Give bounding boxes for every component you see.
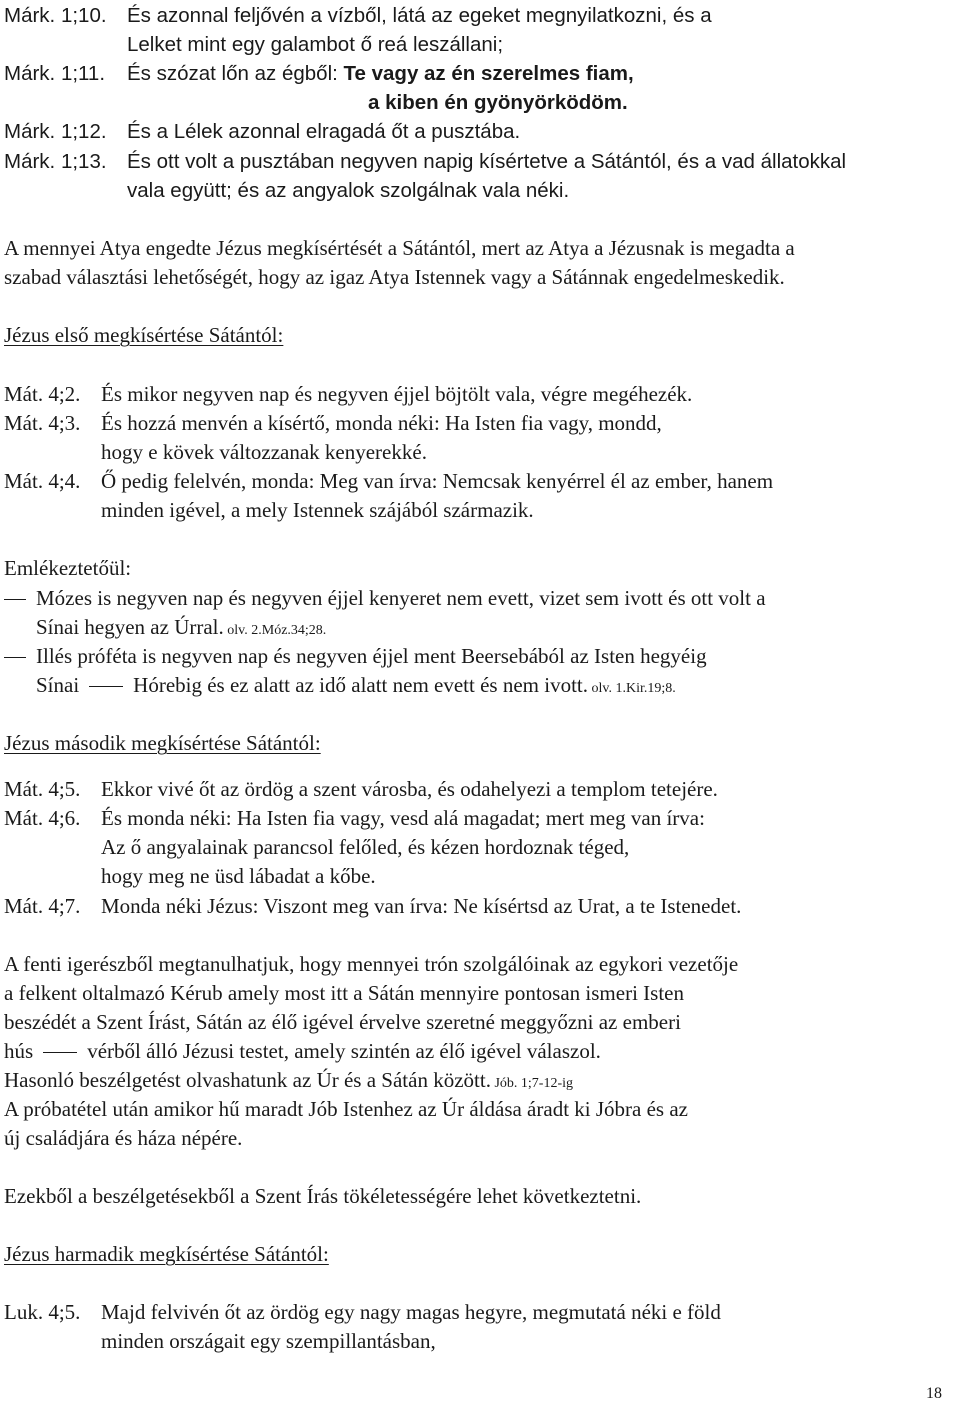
reminder-text: Sínai: [36, 673, 80, 697]
verse-text: [127, 64, 634, 85]
paragraph-text: vérből álló Jézusi testet, amely szintén az élő igével válaszol.: [87, 1039, 601, 1063]
verse-ref: Márk. 1;10.: [4, 4, 107, 27]
verse-text: És ott volt a pusztában negyven napig kísértetve a Sátántól, és a vad állatokkal: [127, 150, 847, 173]
section-heading: Jézus első megkísértése Sátántól:: [4, 323, 284, 347]
verse-text-bold: Te vagy az én szerelmes fiam,: [343, 62, 634, 85]
conclusion-line: Ezekből a beszélgetésekből a Szent Írás tökéletességére lehet következtetni.: [4, 1184, 642, 1208]
reminder-text: Sínai hegyen az Úrral.: [36, 615, 224, 639]
verse-ref: Luk. 4;5.: [4, 1300, 81, 1324]
verse-ref: Mát. 4;2.: [4, 382, 81, 406]
verse-ref: Mát. 4;5.: [4, 777, 81, 801]
verse-text: Az ő angyalainak parancsol felőled, és kézen hordoznak téged,: [101, 835, 630, 859]
reminder-label: Emlékeztetőül:: [4, 556, 132, 580]
verse-ref: Mát. 4;7.: [4, 894, 81, 918]
intro-line: szabad választási lehetőségét, hogy az igaz Atya Istennek vagy a Sátánnak engedelmeskedik.: [4, 265, 785, 289]
verse-ref: Márk. 1;12.: [4, 120, 107, 143]
verse-text: Lelket mint egy galambot ő reá leszállani;: [127, 33, 504, 56]
reminder-line: [36, 617, 326, 638]
verse-text: Monda néki Jézus: Viszont meg van írva: Ne kísértsd az Urat, a te Istenedet.: [101, 894, 742, 918]
paragraph-line: A fenti igerészből megtanulhatjuk, hogy mennyei trón szolgálóinak az egykori vezetője: [4, 952, 739, 976]
verse-text: minden országait egy szempillantásban,: [101, 1329, 436, 1353]
paragraph-line: [4, 1041, 601, 1062]
verse-text-bold: a kiben én gyönyörködöm.: [368, 91, 628, 114]
reminder-line: [4, 646, 707, 667]
reminder-line: [4, 588, 766, 609]
em-dash: [43, 1052, 77, 1053]
reminder-text: Mózes is negyven nap és negyven éjjel kenyeret nem evett, vizet sem ivott és ott volt a: [36, 586, 766, 610]
verse-ref: Mát. 4;6.: [4, 806, 81, 830]
em-dash: [4, 599, 26, 600]
paragraph-line: a felkent oltalmazó Kérub amely most itt a Sátán mennyire pontosan ismeri Isten: [4, 981, 684, 1005]
verse-text: És monda néki: Ha Isten fia vagy, vesd alá magadat; mert meg van írva:: [101, 806, 705, 830]
paragraph-line: beszédét a Szent Írást, Sátán az élő igével érvelve szeretné meggyőzni az emberi: [4, 1010, 681, 1034]
verse-ref: Mát. 4;3.: [4, 411, 81, 435]
reminder-text: Illés próféta is negyven nap és negyven éjjel ment Beersebából az Isten hegyéig: [36, 644, 707, 668]
em-dash: [89, 686, 123, 687]
verse-text: Majd felvivén őt az ördög egy nagy magas hegyre, megmutatá néki e föld: [101, 1300, 721, 1324]
section-heading: Jézus harmadik megkísértése Sátántól:: [4, 1242, 329, 1266]
verse-text: minden igével, a mely Istennek szájából származik.: [101, 498, 534, 522]
paragraph-line: A próbatétel után amikor hű maradt Jób Istenhez az Úr áldása áradt ki Jóbra és az: [4, 1097, 688, 1121]
reminder-ref: olv. 1.Kir.19;8.: [588, 681, 676, 696]
verse-text: És azonnal feljővén a vízből, látá az egeket megnyilatkozni, és a: [127, 4, 712, 27]
paragraph-line: új családjára és háza népére.: [4, 1126, 243, 1150]
reminder-ref: olv. 2.Móz.34;28.: [223, 623, 327, 638]
verse-text-part: És szózat lőn az égből:: [127, 62, 344, 85]
verse-text: Ő pedig felelvén, monda: Meg van írva: Nemcsak kenyérrel él az ember, hanem: [101, 469, 774, 493]
verse-text: hogy meg ne üsd lábadat a kőbe.: [101, 864, 376, 888]
section-heading: Jézus második megkísértése Sátántól:: [4, 731, 321, 755]
verse-text: És a Lélek azonnal elragadá őt a pusztába.: [127, 120, 521, 143]
paragraph-line: [4, 1070, 573, 1091]
verse-text: Ekkor vivé őt az ördög a szent városba, és odahelyezi a templom tetejére.: [101, 777, 718, 801]
verse-text: És mikor negyven nap és negyven éjjel böjtölt vala, végre megéhezék.: [101, 382, 693, 406]
paragraph-text: Hasonló beszélgetést olvashatunk az Úr és a Sátán között.: [4, 1068, 491, 1092]
verse-ref: Márk. 1;11.: [4, 62, 106, 85]
verse-ref: Márk. 1;13.: [4, 150, 107, 173]
verse-ref-small: Jób. 1;7-12-ig: [490, 1076, 573, 1091]
reminder-text: Hórebig és ez alatt az idő alatt nem evett és nem ivott.: [133, 673, 589, 697]
paragraph-text: hús: [4, 1039, 34, 1063]
em-dash: [4, 657, 26, 658]
page-number: 18: [926, 1385, 942, 1402]
reminder-line: [36, 675, 676, 696]
verse-text: hogy e kövek változzanak kenyerekké.: [101, 440, 427, 464]
intro-line: A mennyei Atya engedte Jézus megkísértését a Sátántól, mert az Atya a Jézusnak is megadta a: [4, 236, 795, 260]
verse-text: És hozzá menvén a kísértő, monda néki: Ha Isten fia vagy, mondd,: [101, 411, 662, 435]
verse-ref: Mát. 4;4.: [4, 469, 81, 493]
verse-text: vala együtt; és az angyalok szolgálnak vala néki.: [127, 179, 570, 202]
